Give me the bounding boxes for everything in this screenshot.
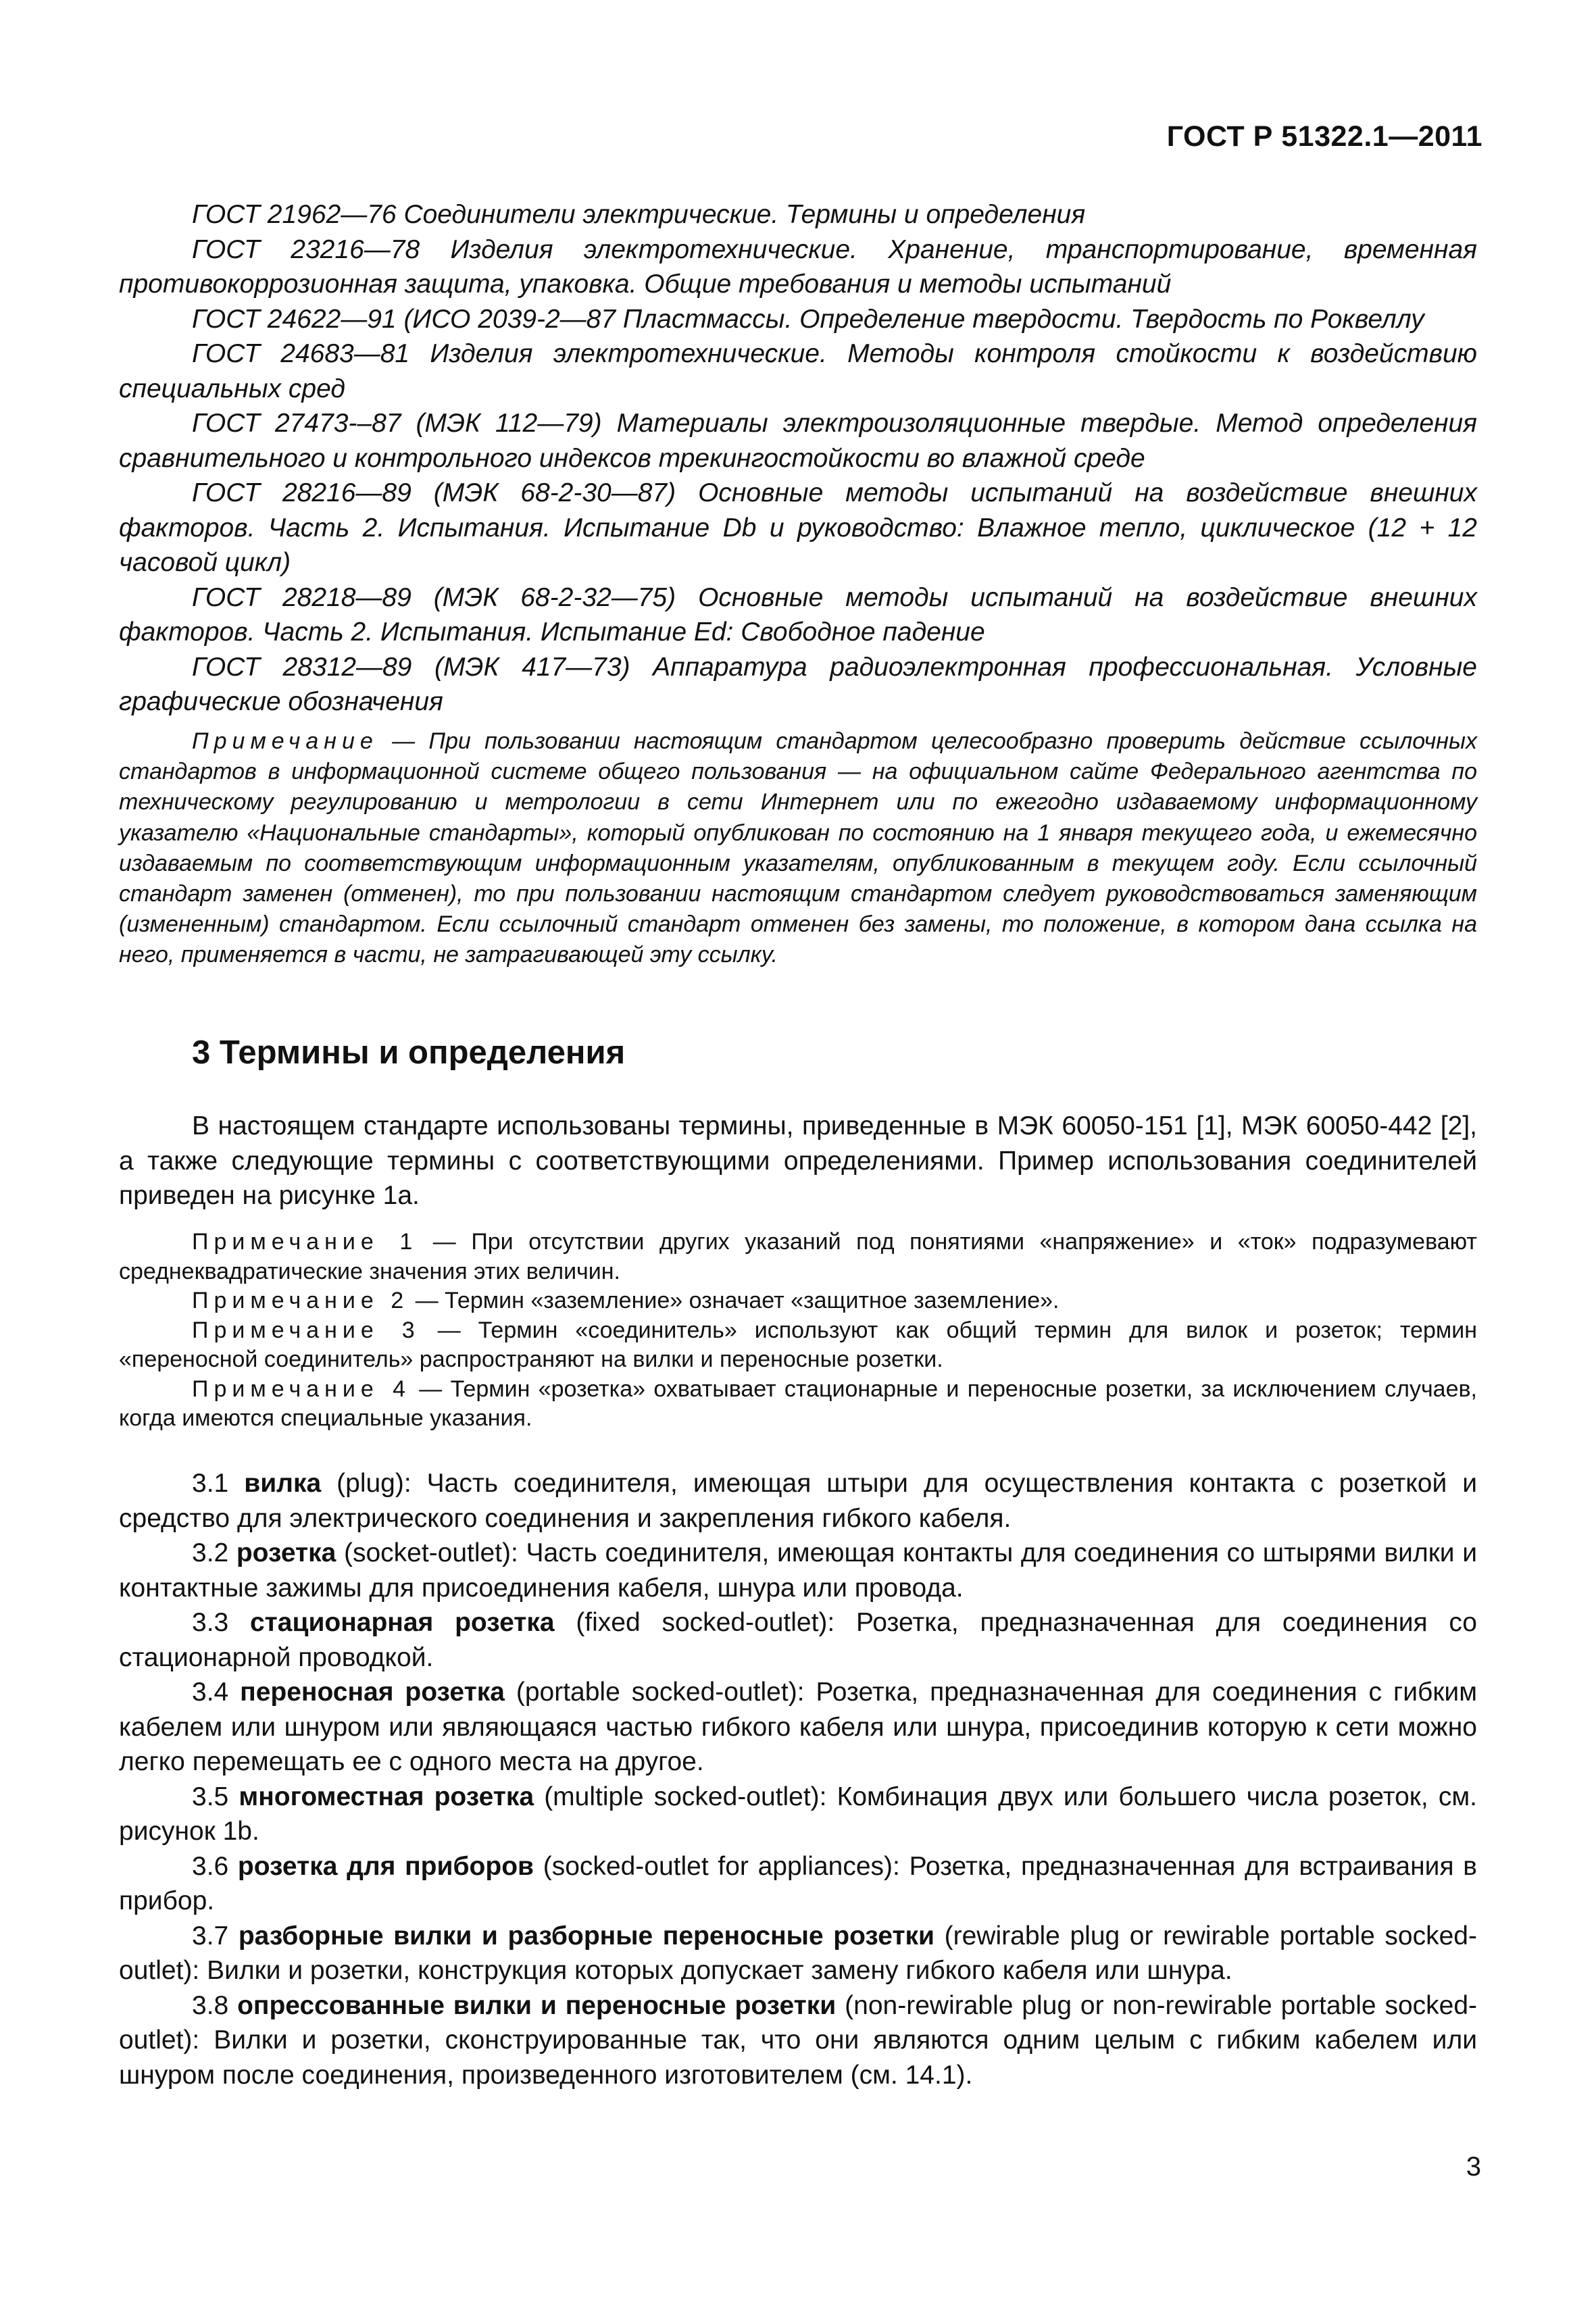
term-name: розетка для приборов	[237, 1851, 534, 1881]
references-note	[119, 726, 1477, 971]
term-name: переносная розетка	[240, 1678, 505, 1707]
term-definitions	[119, 1466, 1477, 2092]
term-item	[119, 1675, 1477, 1780]
term-definition: (portable socked-outlet): Розетка, предназначенная для соединения с гибким кабелем или шнуром или являющаяся частью гибкого кабеля или шнура, присоединив которую к сети можно легко перемещать ее с одного места на другое.	[119, 1678, 1478, 1776]
term-name: стационарная розетка	[249, 1608, 555, 1637]
reference-item: ГОСТ 27473-–87 (МЭК 112—79) Материалы электроизоляционные твердые. Метод определения сравнительного и контрольного индексов трекингостойкости во влажной среде	[119, 409, 1477, 473]
term-number: 3.1	[192, 1469, 245, 1498]
note-item	[119, 1228, 1477, 1286]
term-name: разборные вилки и разборные переносные розетки	[238, 1921, 935, 1951]
reference-item: ГОСТ 24683—81 Изделия электротехнические. Методы контроля стойкости к воздействию специальных сред	[119, 339, 1477, 403]
term-name: опрессованные вилки и переносные розетки	[237, 1990, 837, 2020]
term-definition: (socket-outlet): Часть соединителя, имеющая контакты для соединения со штырями вилки и контактные зажимы для присоединения кабеля, шнура или провода.	[119, 1538, 1477, 1603]
term-number: 3.5	[192, 1782, 239, 1811]
term-name: вилка	[244, 1469, 322, 1498]
term-number: 3.6	[192, 1851, 238, 1881]
term-definition: (plug): Часть соединителя, имеющая штыри для осуществления контакта с розеткой и средство для электрического соединения и закрепления гибкого кабеля.	[119, 1469, 1477, 1533]
note-text: — Термин «соединитель» используют как общий термин для вилок и розеток; термин «переносной соединитель» распространяют на вилки и переносные розетки.	[119, 1317, 1478, 1372]
reference-item: ГОСТ 24622—91 (ИСО 2039-2—87 Пластмассы. Определение твердости. Твердость по Роквеллу	[192, 304, 1424, 334]
reference-item: ГОСТ 28218—89 (МЭК 68-2-32—75) Основные методы испытаний на воздействие внешних факторов. Часть 2. Испытания. Испытание Ed: Свободное падение	[119, 582, 1477, 647]
term-name: многоместная розетка	[239, 1782, 534, 1811]
term-item	[119, 1919, 1477, 1988]
term-definition: (socked-outlet for appliances): Розетка, предназначенная для встраивания в прибор.	[119, 1851, 1477, 1915]
term-number: 3.4	[192, 1678, 241, 1707]
normative-references	[119, 197, 1477, 720]
term-item	[119, 1988, 1477, 2093]
term-item	[119, 1605, 1477, 1675]
term-item	[119, 1849, 1477, 1919]
note-label: Примечание 1	[192, 1229, 418, 1255]
section-intro	[119, 1109, 1477, 1213]
note-item	[119, 1286, 1477, 1316]
reference-item: ГОСТ 28216—89 (МЭК 68-2-30—87) Основные методы испытаний на воздействие внешних факторов. Часть 2. Испытания. Испытание Db и руководство: Влажное тепло, циклическое (12 + 12 часовой цикл)	[119, 478, 1477, 577]
term-definition: (multiple socked-outlet): Комбинация двух или большего числа розеток, см. рисунок 1b.	[119, 1782, 1477, 1846]
term-number: 3.2	[192, 1538, 236, 1567]
intro-paragraph: В настоящем стандарте использованы термины, приведенные в МЭК 60050-151 [1], МЭК 60050-442 [2], а также следующие термины с соответствующими определениями. Пример использования соединителей приведен на рисунке 1а.	[119, 1111, 1477, 1210]
term-name: розетка	[236, 1538, 336, 1567]
note-text: — При отсутствии других указаний под понятиями «напряжение» и «ток» подразумевают среднеквадратические значения этих величин.	[119, 1229, 1477, 1284]
term-definition: (fixed socked-outlet): Розетка, предназначенная для соединения со стационарной проводкой.	[119, 1608, 1477, 1672]
reference-item: ГОСТ 21962—76 Соединители электрические. Термины и определения	[192, 200, 1086, 229]
reference-item: ГОСТ 28312—89 (МЭК 417—73) Аппаратура радиоэлектронная профессиональная. Условные графические обозначения	[119, 652, 1477, 716]
term-item	[119, 1466, 1477, 1536]
page-number: 3	[1466, 2152, 1481, 2182]
note-text: — Термин «розетка» охватывает стационарные и переносные розетки, за исключением случаев, когда имеются специальные указания.	[119, 1376, 1478, 1431]
term-number: 3.3	[192, 1608, 250, 1637]
section-notes	[119, 1228, 1477, 1434]
term-number: 3.7	[192, 1921, 239, 1951]
note-label: Примечание 3	[192, 1317, 420, 1343]
term-definition: (non-rewirable plug or non-rewirable portable socked-outlet): Вилки и розетки, сконструированные так, что они являются одним целым с гибким кабелем или шнуром после соединения, произведенного изготовителем (см. 14.1).	[119, 1990, 1477, 2090]
note-label: Примечание 2	[192, 1288, 409, 1313]
note-label: Примечание	[192, 728, 378, 754]
reference-item: ГОСТ 23216—78 Изделия электротехнические. Хранение, транспортирование, временная противокоррозионная защита, упаковка. Общие требования и методы испытаний	[119, 234, 1477, 299]
term-definition: (rewirable plug or rewirable portable socked-outlet): Вилки и розетки, конструкция которых допускает замену гибкого кабеля или шнура.	[119, 1921, 1477, 1985]
note-label: Примечание 4	[192, 1376, 411, 1402]
note-text: — Термин «заземление» означает «защитное заземление».	[409, 1288, 1059, 1313]
note-text: — При пользовании настоящим стандартом целесообразно проверить действие ссылочных стандартов в информационной системе общего пользования — на официальном сайте Федерального агентства по техническому регулированию и метрологии в сети Интернет или по ежегодно издаваемому информационному указателю «Национальные стандарты», который опубликован по состоянию на 1 января текущего года, и ежемесячно издаваемым по соответствующим информационным указателям, опубликованным в текущем году. Если ссылочный стандарт заменен (отменен), то при пользовании настоящим стандартом следует руководствоваться заменяющим (измененным) стандартом. Если ссылочный стандарт отменен без замены, то положение, в котором дана ссылка на него, применяется в части, не затрагивающей эту ссылку.	[119, 728, 1477, 968]
section-title: 3 Термины и определения	[192, 1034, 626, 1071]
note-item	[119, 1375, 1477, 1434]
term-item	[119, 1780, 1477, 1849]
note-item	[119, 1316, 1477, 1375]
term-number: 3.8	[192, 1990, 238, 2020]
document-header: ГОСТ Р 51322.1—2011	[1166, 120, 1482, 153]
term-item	[119, 1536, 1477, 1605]
